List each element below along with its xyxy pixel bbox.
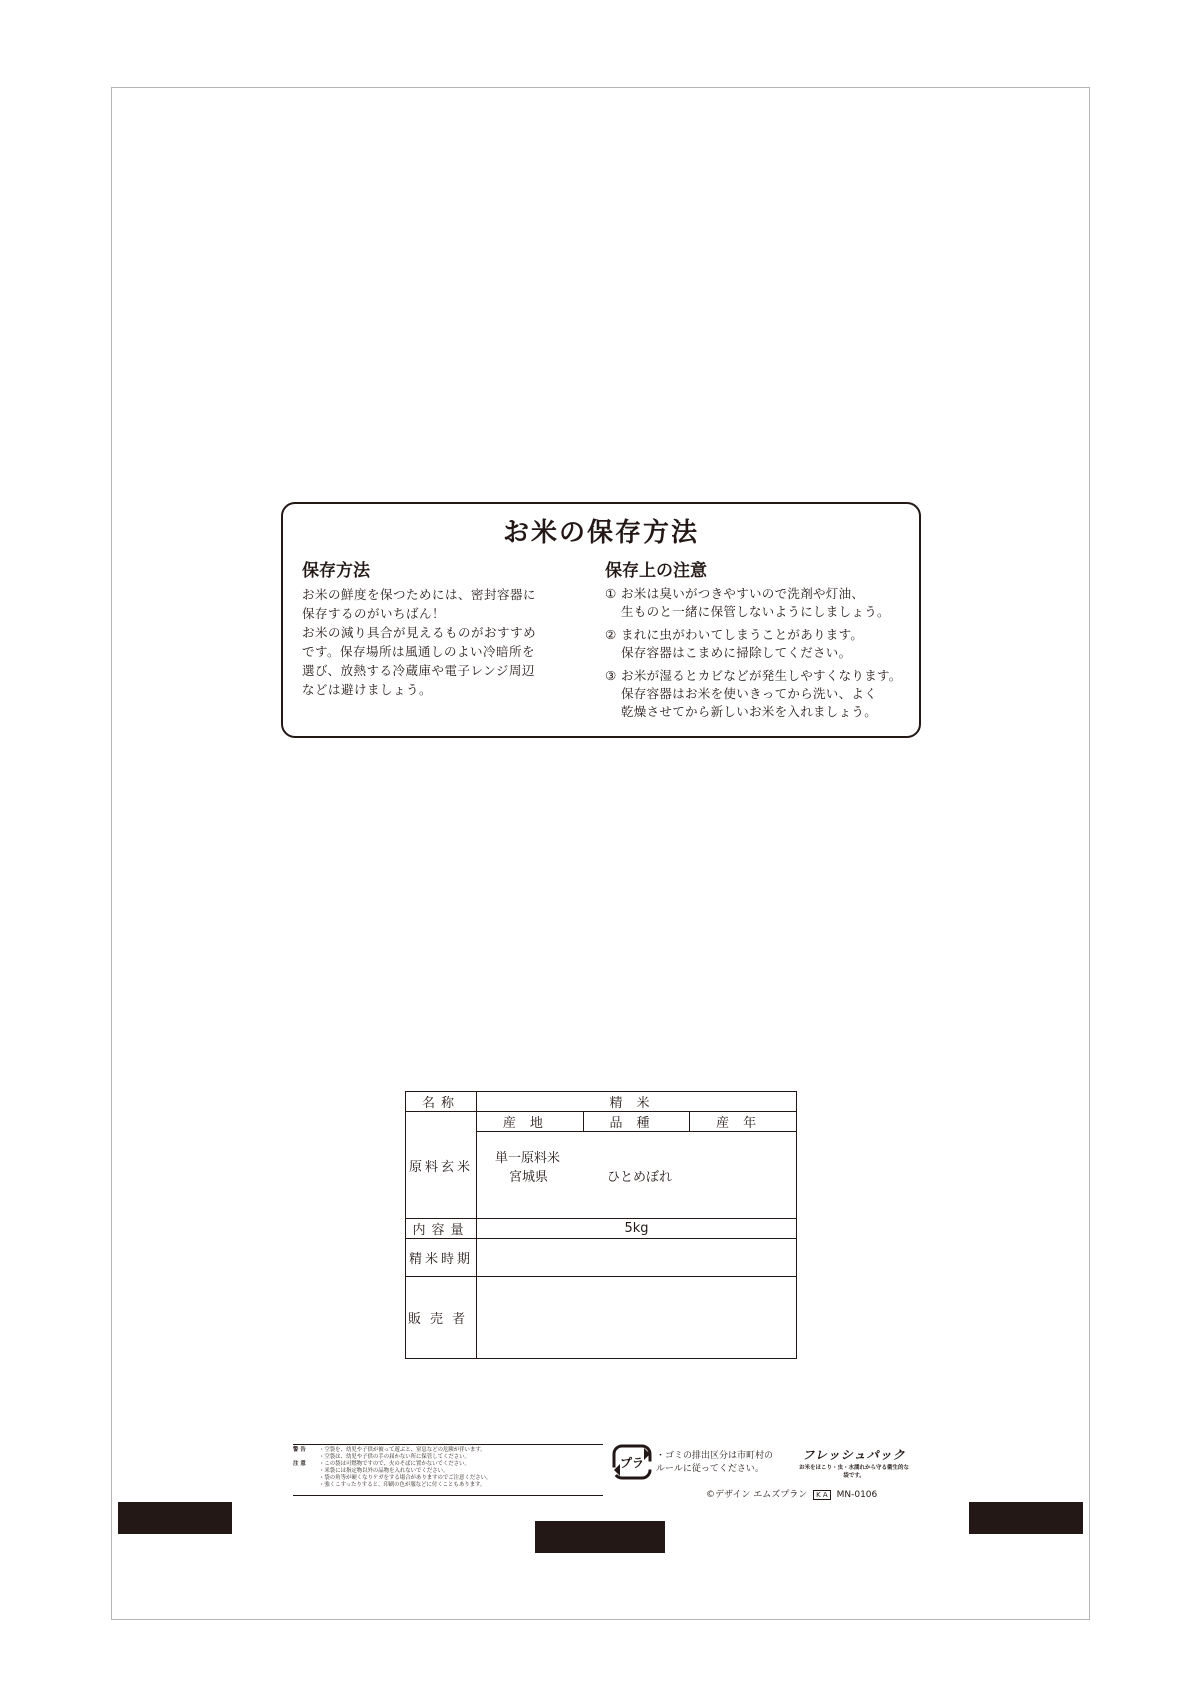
storage-method-column (302, 556, 587, 699)
plastic-recycle-icon (612, 1444, 652, 1480)
registration-bar-center (535, 1521, 665, 1553)
origin-place: 宮城県 (509, 1170, 549, 1185)
caution-item (605, 626, 915, 662)
table-row (406, 1239, 797, 1277)
storage-caution-column (605, 556, 915, 726)
year-header: 産年 (690, 1112, 796, 1132)
spec-table (405, 1091, 797, 1359)
raw-rice-subtable (477, 1112, 796, 1132)
sheet-border (111, 87, 1090, 1620)
caution-text: お米は臭いがつきやすいので洗剤や灯油、 生ものと一緒に保管しないようにしましょう。 (621, 586, 890, 619)
seller-value (477, 1277, 797, 1359)
name-value: 精米 (477, 1092, 797, 1112)
recycle-note: ・ゴミの排出区分は市町村の ルールに従ってください。 (656, 1451, 774, 1474)
storage-method-heading: 保存方法 (302, 561, 370, 581)
name-label: 名称 (406, 1092, 477, 1112)
storage-method-text: お米の鮮度を保つためには、密封容器に 保存するのがいちばん！ お米の減り具合が見えるものがおすすめ です。保存場所は風通しのよい冷暗所を 選び、放熱する冷蔵庫や電子レンジ周辺 などは避けましょう。 (302, 587, 537, 697)
registration-bar-right (969, 1502, 1083, 1534)
storage-title: お米の保存方法 (502, 518, 699, 548)
milling-date-label: 精米時期 (406, 1239, 477, 1277)
warning-text: ・空袋を、幼児や子供が被って遊ぶと、窒息などの危険が伴います。 ・空袋は、幼児や子供の手の届かない所に保管してください。 (319, 1447, 486, 1460)
registration-bar-left (118, 1502, 232, 1534)
table-row (406, 1219, 797, 1239)
storage-panel (281, 502, 921, 738)
variety-value: ひとめぼれ (607, 1170, 673, 1185)
table-row (406, 1112, 797, 1219)
variety-header: 品種 (583, 1112, 689, 1132)
seller-label: 販売者 (406, 1277, 477, 1359)
warning-block (293, 1444, 603, 1496)
brand-name: フレッシュパック (802, 1448, 906, 1462)
caution-number: ① (605, 586, 617, 601)
design-credit (706, 1487, 877, 1500)
origin-type: 単一原料米 (495, 1151, 561, 1166)
caution-item (605, 585, 915, 621)
product-code: MN-0106 (836, 1490, 878, 1500)
recycle-mark-text: プラ (619, 1456, 645, 1470)
brand-logo (798, 1446, 910, 1479)
credit-logo: K A (813, 1490, 831, 1500)
caution-number: ② (605, 627, 617, 642)
storage-caution-heading: 保存上の注意 (605, 561, 707, 581)
table-row (406, 1277, 797, 1359)
caution-item (605, 667, 915, 721)
brand-tagline: お米をほこり・虫・水濡れから守る衛生的な袋です。 (798, 1465, 909, 1479)
raw-rice-label: 原料玄米 (406, 1112, 477, 1219)
raw-rice-detail (477, 1132, 796, 1218)
milling-date-value (477, 1239, 797, 1277)
table-row (406, 1092, 797, 1112)
caution-label: 注意 (293, 1461, 308, 1467)
credit-text: ©デザイン エムズプラン (706, 1490, 808, 1500)
content-label: 内容量 (406, 1219, 477, 1239)
caution-text: まれに虫がわいてしまうことがあります。 保存容器はこまめに掃除してください。 (621, 627, 864, 660)
origin-header: 産地 (477, 1112, 583, 1132)
caution-number: ③ (605, 668, 617, 683)
caution-text: ・この袋は可燃物ですので、火のそばに置かないでください。 ・米袋には指定物以外の品物を入れないでください。 ・袋の角等が硬くなりケガをする場合がありますのでご注意ください。 ・強くこすったりすると、印刷の色が服などに付くこともあります。 (319, 1461, 492, 1488)
caution-text: お米が湿るとカビなどが発生しやすくなります。 保存容器はお米を使いきってから洗い、よく 乾燥させてから新しいお米を入れましょう。 (621, 668, 902, 719)
warning-label: 警告 (293, 1447, 308, 1453)
content-value: 5kg (477, 1219, 797, 1239)
